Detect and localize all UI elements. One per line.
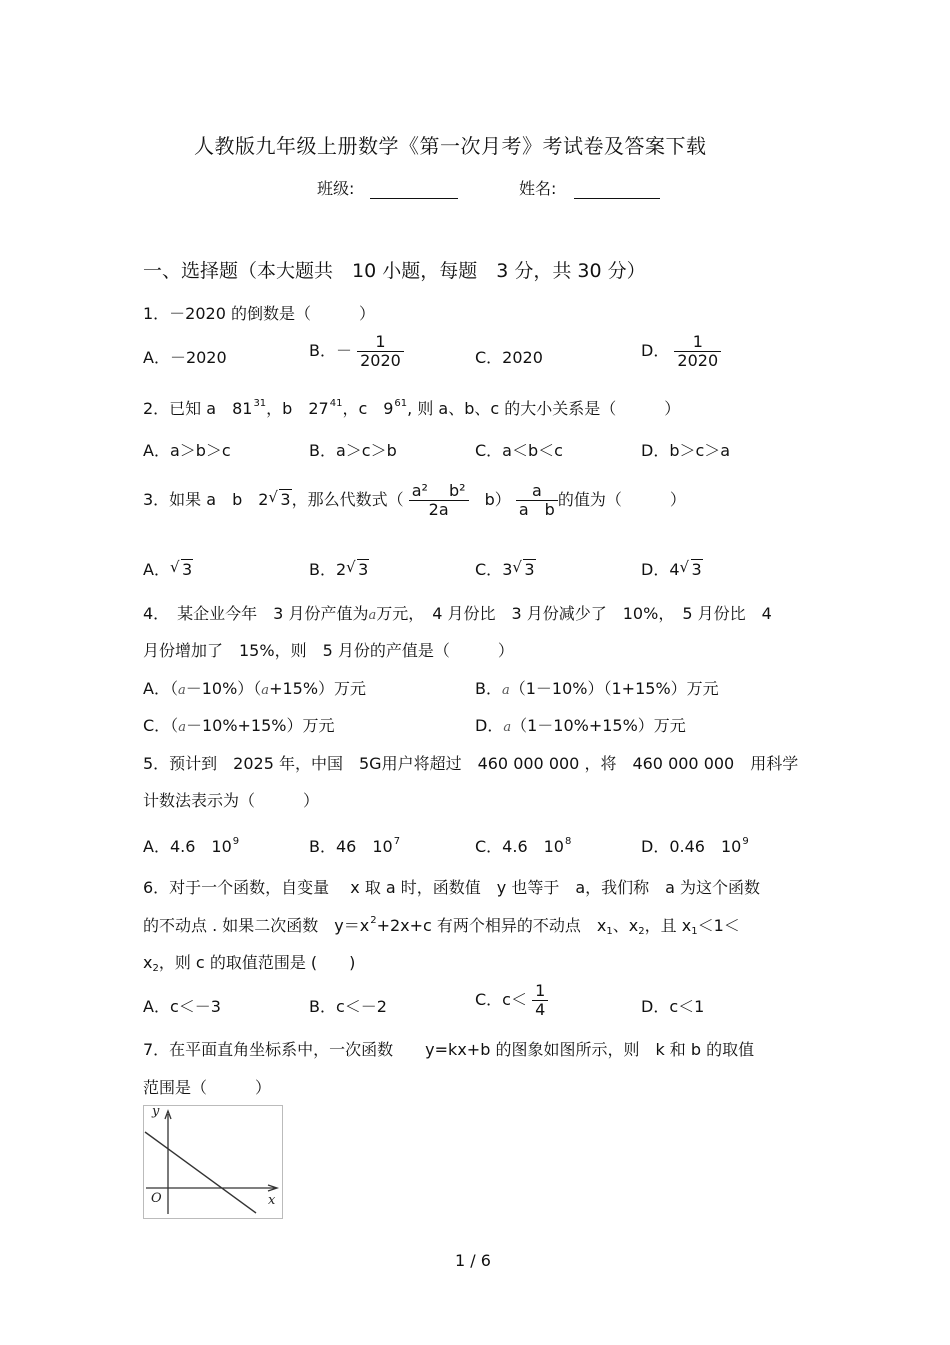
q6-c-prefix: C．c＜ xyxy=(475,990,527,1009)
q6-c-fraction xyxy=(532,982,548,1019)
q3-a-sqrt: √ 3 xyxy=(169,558,193,579)
q7-line-2: 范围是（ ） xyxy=(143,1078,272,1097)
q6-option-b: B．c＜－2 xyxy=(309,997,387,1016)
q6-text-6: x xyxy=(143,953,153,972)
q2-option-d: D．b＞c＞a xyxy=(641,441,731,460)
q3-b-radicand: 3 xyxy=(358,560,369,579)
q5-d-exp: 9 xyxy=(742,836,749,847)
q5-option-a xyxy=(143,834,239,857)
q3-f2-num: a xyxy=(531,481,542,500)
q2-text-1: 2．已知 a 81 xyxy=(143,399,253,418)
q6-c-num: 1 xyxy=(535,981,546,1000)
q6-sub-2: 2 xyxy=(638,926,645,937)
q6-text-4: ，且 x xyxy=(644,916,692,935)
q1-b-den: 2020 xyxy=(360,351,401,370)
name-label: 姓名: xyxy=(519,179,557,198)
q6-text-2: +2x+c 有两个相异的不动点 x xyxy=(376,916,607,935)
name-blank xyxy=(574,180,660,199)
q6-text-3: 、x xyxy=(612,916,639,935)
origin-label: O xyxy=(151,1191,162,1206)
q4-a-var-2: a xyxy=(261,683,270,698)
class-blank xyxy=(370,180,458,199)
q2-text-4: , 则 a、b、c 的大小关系是（ ） xyxy=(407,399,681,418)
q3-a-radicand: 3 xyxy=(181,560,193,579)
q3-fraction-1 xyxy=(409,482,469,519)
q4-b-var: a xyxy=(501,683,510,698)
q1-b-num: 1 xyxy=(375,332,386,351)
q4-line-1 xyxy=(143,601,772,624)
q6-line-2 xyxy=(143,913,740,936)
q7-graph-figure xyxy=(143,1105,283,1219)
q4-d-text-1: D． xyxy=(475,716,504,735)
q6-line-1: 6．对于一个函数，自变量 x 取 a 时，函数值 y 也等于 a，我们称 a 为这个函数 xyxy=(143,878,761,897)
q3-option-d xyxy=(641,557,703,580)
q2-exp-1: 31 xyxy=(253,398,267,409)
q3-c-prefix: C． xyxy=(475,560,503,579)
q1-option-a: A．－2020 xyxy=(143,348,227,367)
q5-option-d xyxy=(641,834,749,857)
q3-option-b xyxy=(309,557,369,580)
q3-b-coef: 2 xyxy=(335,560,347,579)
q3-d-sqrt: √ 3 xyxy=(679,558,702,579)
q3-a-prefix: A． xyxy=(143,560,170,579)
q3-b-prefix: B． xyxy=(309,560,336,579)
q2-exp-3: 61 xyxy=(394,398,408,409)
q6-option-c xyxy=(475,982,548,1019)
q5-a-text: A．4.6 10 xyxy=(143,837,232,856)
q4-option-a xyxy=(143,676,366,699)
q6-text-7: ，则 c 的取值范围是 ( ) xyxy=(158,953,356,972)
q3-f1-den: 2a xyxy=(428,500,449,519)
q6-sub-4: 2 xyxy=(152,963,159,974)
section-heading: 一、选择题（本大题共 10 小题，每题 3 分，共 30 分） xyxy=(143,260,646,282)
q3-text-2: ，那么代数式（ xyxy=(291,490,404,509)
q3-d-prefix: D． xyxy=(641,560,670,579)
q6-text-1: 的不动点 . 如果二次函数 y＝x xyxy=(143,916,370,935)
q6-sub-1: 1 xyxy=(606,926,613,937)
q4-d-var: a xyxy=(503,720,512,735)
q4-option-c xyxy=(143,713,335,736)
q2-stem xyxy=(143,396,680,419)
class-label: 班级: xyxy=(317,179,355,198)
q3-option-c xyxy=(475,557,536,580)
q7-graph-svg xyxy=(144,1106,282,1218)
q4-c-var: a xyxy=(178,720,186,735)
q3-d-coef: 4 xyxy=(669,560,680,579)
q5-c-exp: 8 xyxy=(564,836,572,847)
q7-line-1: 7．在平面直角坐标系中，一次函数 y=kx+b 的图象如图所示，则 k 和 b 的取值 xyxy=(143,1040,755,1059)
q3-sqrt: √ 3 xyxy=(268,488,291,509)
q6-text-5: ＜1＜ xyxy=(697,916,740,935)
q3-text-1: 3．如果 a b 2 xyxy=(143,490,269,509)
q5-b-exp: 7 xyxy=(393,836,401,847)
q1-d-num: 1 xyxy=(692,332,703,351)
q6-sub-3: 1 xyxy=(691,926,698,937)
q4-b-text-2: （1－10%）（1+15%）万元 xyxy=(509,679,719,698)
q6-exp: 2 xyxy=(370,915,377,926)
q4-text-2: 万元， 4 月份比 3 月份减少了 10%， 5 月份比 4 xyxy=(376,604,772,623)
q3-c-coef: 3 xyxy=(502,560,513,579)
q3-fraction-2 xyxy=(516,482,558,519)
q3-stem xyxy=(143,482,686,519)
q4-a-text-1: A．（ xyxy=(143,679,178,698)
q1-b-fraction xyxy=(357,333,404,370)
q3-f1-num: a² b² xyxy=(411,481,466,500)
q3-c-sqrt: √ 3 xyxy=(512,558,535,579)
q3-option-a xyxy=(143,557,193,580)
name-field xyxy=(519,176,660,199)
q1-option-b xyxy=(309,333,404,370)
q2-option-a: A．a＞b＞c xyxy=(143,441,231,460)
q5-option-c xyxy=(475,834,571,857)
q5-line-1: 5．预计到 2025 年，中国 5G用户将超过 460 000 000 ，将 460 000 000 用科学 xyxy=(143,754,799,773)
q4-line-2: 月份增加了 15%，则 5 月份的产值是（ ） xyxy=(143,641,514,660)
q5-a-exp: 9 xyxy=(232,836,240,847)
page-title: 人教版九年级上册数学《第一次月考》考试卷及答案下载 xyxy=(194,134,707,158)
q5-c-text: C．4.6 10 xyxy=(475,837,564,856)
q4-var-a: a xyxy=(368,608,377,623)
q6-c-den: 4 xyxy=(535,1000,546,1019)
q1-option-c: C．2020 xyxy=(475,348,543,367)
q3-f2-den: a b xyxy=(518,500,555,519)
q1-option-d xyxy=(641,333,721,370)
q4-d-text-2: （1－10%+15%）万元 xyxy=(511,716,686,735)
q4-a-text-2: －10%）（ xyxy=(185,679,262,698)
class-field xyxy=(317,176,458,199)
q2-text-3: ，c 9 xyxy=(342,399,394,418)
q1-b-prefix: B．－ xyxy=(309,341,352,360)
q3-radicand: 3 xyxy=(280,490,291,509)
q2-exp-2: 41 xyxy=(329,398,343,409)
q4-a-var-1: a xyxy=(177,683,186,698)
page-number: 1 / 6 xyxy=(455,1251,491,1270)
q4-c-text-2: －10%+15%）万元 xyxy=(185,716,335,735)
q4-a-text-3: +15%）万元 xyxy=(269,679,367,698)
q3-text-3: b） xyxy=(468,490,511,509)
q5-b-text: B．46 10 xyxy=(309,837,393,856)
q1-stem: 1．－2020 的倒数是（ ） xyxy=(143,304,375,323)
q6-option-a: A．c＜－3 xyxy=(143,997,221,1016)
q1-d-fraction xyxy=(674,333,721,370)
y-axis-label: y xyxy=(152,1106,160,1119)
q5-line-2: 计数法表示为（ ） xyxy=(143,791,320,810)
q1-d-den: 2020 xyxy=(677,351,719,370)
q4-text-1: 4． 某企业今年 3 月份产值为 xyxy=(143,604,369,623)
q6-option-d: D．c＜1 xyxy=(641,997,705,1016)
q4-option-b xyxy=(475,676,719,699)
q1-d-prefix: D． xyxy=(641,341,670,360)
q3-c-radicand: 3 xyxy=(524,560,535,579)
q2-option-b: B．a＞c＞b xyxy=(309,441,397,460)
q2-text-2: ，b 27 xyxy=(266,399,329,418)
q5-d-text: D．0.46 10 xyxy=(641,837,742,856)
q3-text-4: 的值为（ ） xyxy=(557,490,686,509)
q3-b-sqrt: √ 3 xyxy=(346,558,369,579)
q3-d-radicand: 3 xyxy=(691,560,702,579)
q5-option-b xyxy=(309,834,400,857)
q2-option-c: C．a＜b＜c xyxy=(475,441,563,460)
x-axis-label: x xyxy=(268,1193,276,1208)
q6-line-3 xyxy=(143,950,355,973)
q4-c-text-1: C．（ xyxy=(143,716,179,735)
q4-option-d xyxy=(475,713,686,736)
q4-b-text-1: B． xyxy=(475,679,502,698)
